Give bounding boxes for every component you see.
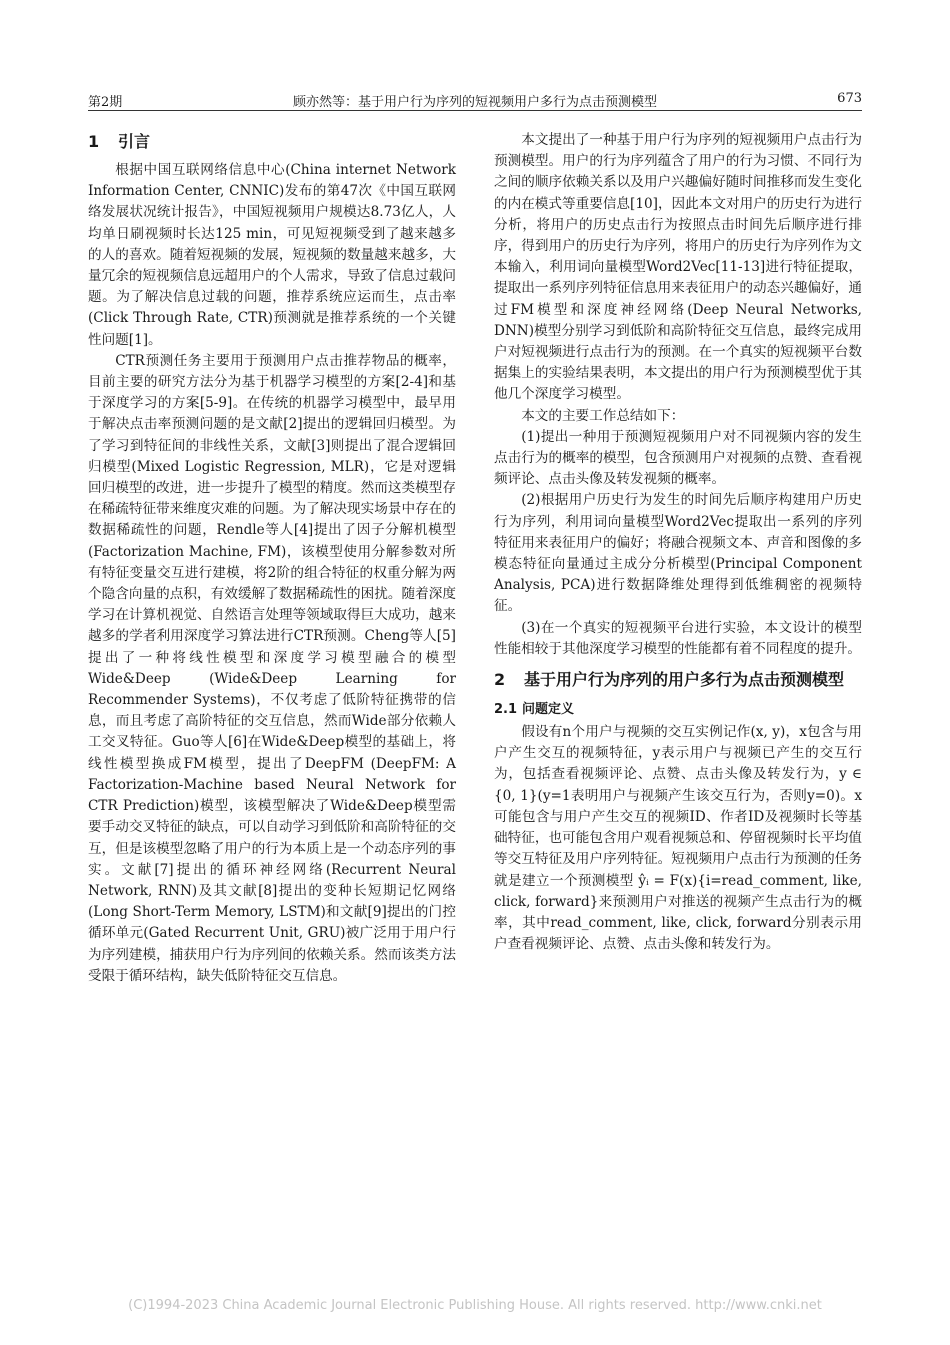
copyright-footer: (C)1994-2023 China Academic Journal Electronic Publishing House. All rights reserved. http://www.cnki.net [128, 1298, 822, 1313]
section-heading-model [494, 668, 862, 692]
paragraph: 根据中国互联网络信息中心(China internet Network Information Center, CNNIC)发布的第47次《中国互联网络发展状况统计报告》，中国短视频用户规模达8.73亿人，人均单日刷视频时长达125 min，可见短视频受到了越来越多的人的喜欢。随着短视频的发展，短视频的数量越来越多，大量冗余的短视频信息远超用户的个人需求，导致了信息过载问题。为了解决信息过载的问题，推荐系统应运而生，点击率(Click Through Rate, CTR)预测就是推荐系统的一个关键性问题[1]。 [88, 162, 456, 348]
section-number: 2 [494, 670, 506, 690]
paragraph: 本文的主要工作总结如下： [521, 407, 685, 424]
contribution-item: (3)在一个真实的短视频平台进行实验，本文设计的模型性能相较于其他深度学习模型的性能都有着不同程度的提升。 [494, 619, 862, 657]
section-title: 引言 [118, 132, 151, 151]
contribution-item: (2)根据用户历史行为发生的时间先后顺序构建用户历史行为序列，利用词向量模型Word2Vec提取出一系列的序列特征用来表征用户的偏好；将融合视频文本、声音和图像的多模态特征向量通过主成分分析模型(Principal Component Analysis, PCA)进行数据降维处理得到低维稠密的视频特征。 [494, 492, 862, 615]
contribution-item: (1)提出一种用于预测短视频用户对不同视频内容的发生点击行为的概率的模型，包含预测用户对视频的点赞、查看视频评论、点击头像及转发视频的概率。 [494, 428, 862, 488]
page-number: 673 [837, 91, 862, 106]
section-title: 基于用户行为序列的用户多行为点击预测模型 [524, 670, 845, 690]
right-column [494, 130, 862, 955]
running-header [88, 90, 862, 111]
left-column [88, 130, 456, 987]
paragraph: 本文提出了一种基于用户行为序列的短视频用户点击行为预测模型。用户的行为序列蕴含了用户的行为习惯、不同行为之间的顺序依赖关系以及用户兴趣偏好随时间推移而发生变化的内在模式等重要信息[10]，因此本文对用户的历史行为进行分析，将用户的历史点击行为按照点击时间先后顺序进行排序，得到用户的历史行为序列，将用户的历史行为序列作为文本输入，利用词向量模型Word2Vec[11-13]进行特征提取，提取出一系列序列特征信息用来表征用户的动态兴趣偏好，通过FM模型和深度神经网络(Deep Neural Networks, DNN)模型分别学习到低阶和高阶特征交互信息，最终完成用户对短视频进行点击行为的预测。在一个真实的短视频平台数据集上的实验结果表明，本文提出的用户行为预测模型优于其他几个深度学习模型。 [494, 132, 862, 403]
issue-number: 第2期 [88, 95, 123, 110]
subsection-number: 2.1 [494, 702, 518, 718]
paragraph: 假设有n个用户与视频的交互实例记作(x, y)，x包含与用户产生交互的视频特征，y表示用户与视频已产生的交互行为，包括查看视频评论、点赞、点击头像及转发行为，y ∈ {0, 1}(y=1表明用户与视频产生该交互行为，否则y=0)。x可能包含与用户产生交互的视频ID、作者ID及视频时长等基础特征，也可能包含用户观看视频总和、停留视频时长平均值等交互特征及用户序列特征。短视频用户点击行为预测的任务就是建立一个预测模型 ŷᵢ = F(x){i=read_comment, like, click, forward}来预测用户对推送的视频产生点击行为的概率，其中read_comment, like, click, forward分别表示用户查看视频评论、点赞、点击头像和转发行为。 [494, 724, 862, 953]
section-heading-introduction [88, 130, 456, 154]
subsection-title: 问题定义 [522, 702, 575, 718]
paragraph: CTR预测任务主要用于预测用户点击推荐物品的概率，目前主要的研究方法分为基于机器学习模型的方案[2-4]和基于深度学习的方案[5-9]。在传统的机器学习模型中，最早用于解决点击率预测问题的是文献[2]提出的逻辑回归模型。为了学习到特征间的非线性关系，文献[3]则提出了混合逻辑回归模型(Mixed Logistic Regression, MLR)，它是对逻辑回归模型的改进，进一步提升了模型的精度。然而这类模型存在稀疏特征带来维度灾难的问题。为了解决现实场景中存在的数据稀疏性的问题，Rendle等人[4]提出了因子分解机模型(Factorization Machine, FM)，该模型使用分解参数对所有特征变量交互进行建模，将2阶的组合特征的权重分解为两个隐含向量的点积，有效缓解了数据稀疏性的困扰。随着深度学习在计算机视觉、自然语言处理等领域取得巨大成功，越来越多的学者利用深度学习算法进行CTR预测。Cheng等人[5]提出了一种将线性模型和深度学习模型融合的模型Wide&Deep (Wide&Deep Learning for Recommender Systems)，不仅考虑了低阶特征携带的信息，而且考虑了高阶特征的交互信息，然而Wide部分依赖人工交叉特征。Guo等人[6]在Wide&Deep模型的基础上，将线性模型换成FM模型，提出了DeepFM (DeepFM: A Factorization-Machine based Neural Network for CTR Prediction)模型，该模型解决了Wide&Deep模型需要手动交叉特征的缺点，可以自动学习到低阶和高阶特征的交互，但是该模型忽略了用户的行为本质上是一个动态序列的事实。文献[7]提出的循环神经网络(Recurrent Neural Network, RNN)及其文献[8]提出的变种长短期记忆网络(Long Short-Term Memory, LSTM)和文献[9]提出的门控循环单元(Gated Recurrent Unit, GRU)被广泛用于用户行为序列建模，捕获用户行为序列间的依赖关系。然而该类方法受限于循环结构，缺失低阶特征交互信息。 [88, 352, 456, 984]
section-number: 1 [88, 132, 100, 151]
running-title: 顾亦然等：基于用户行为序列的短视频用户多行为点击预测模型 [292, 95, 657, 110]
subsection-heading [494, 700, 862, 720]
